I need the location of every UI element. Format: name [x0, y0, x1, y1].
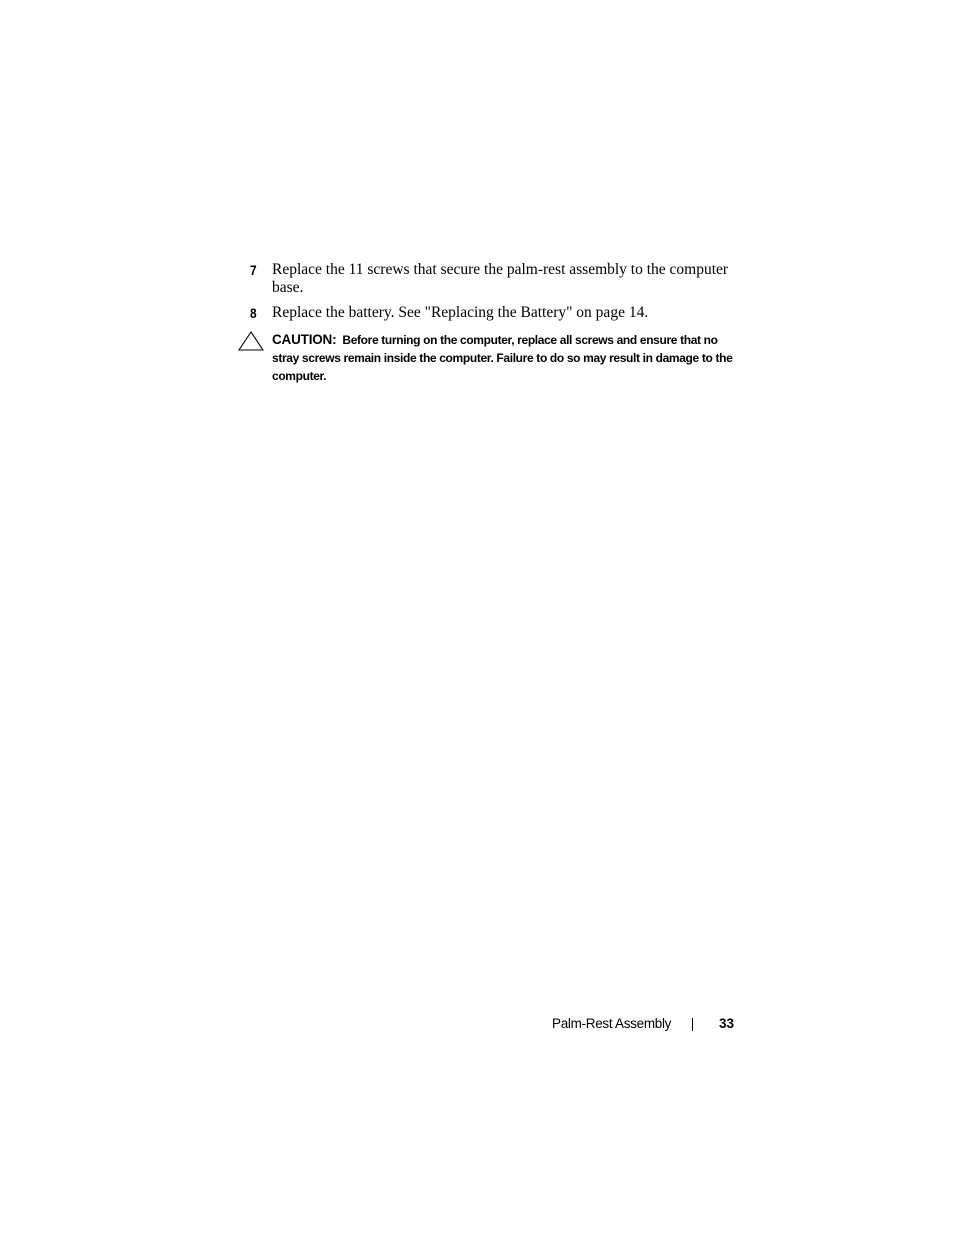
step-text: Replace the 11 screws that secure the palm-rest assembly to the computer base.	[272, 261, 729, 296]
caution-triangle-icon	[238, 331, 264, 351]
caution-label: CAUTION:	[272, 332, 337, 347]
step-number: 7	[250, 262, 257, 278]
step-number: 8	[250, 305, 257, 321]
step-text: Replace the battery. See "Replacing the Battery" on page 14.	[272, 304, 649, 321]
page-footer	[540, 1014, 736, 1034]
footer-section-title: Palm-Rest Assembly	[552, 1016, 672, 1031]
caution-body: Before turning on the computer, replace all screws and ensure that no stray screws remain inside the computer. Failure to do so may result in damage to the computer.	[272, 333, 733, 383]
footer-separator	[692, 1018, 693, 1031]
caution-text	[272, 331, 737, 385]
page-number: 33	[718, 1016, 734, 1031]
